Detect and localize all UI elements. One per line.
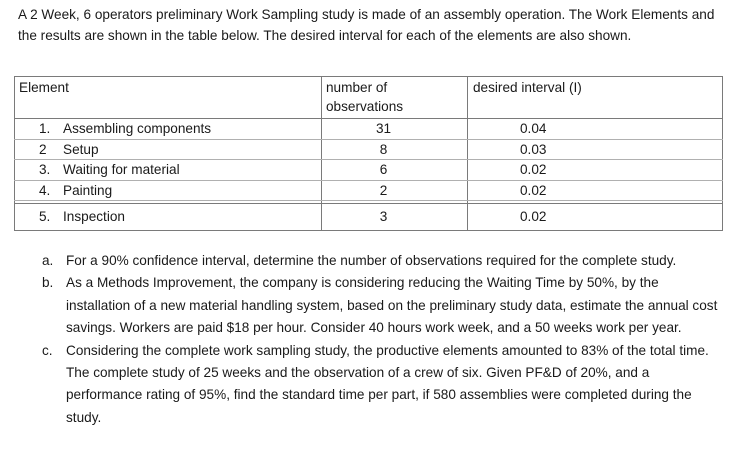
row-number: 4. bbox=[39, 182, 51, 198]
element-name: Waiting for material bbox=[63, 162, 180, 177]
work-elements-table bbox=[14, 76, 723, 231]
header-interval: desired interval (I) bbox=[468, 77, 723, 119]
table-row bbox=[15, 204, 723, 231]
element-name: Painting bbox=[63, 182, 113, 198]
table-row bbox=[15, 139, 723, 160]
table-row bbox=[15, 119, 723, 140]
row-number: 5. bbox=[39, 209, 51, 224]
interval-cell: 0.02 bbox=[468, 180, 723, 201]
question-marker: a. bbox=[42, 253, 54, 268]
observations-cell: 8 bbox=[322, 139, 468, 160]
interval-cell: 0.02 bbox=[468, 204, 723, 231]
header-element: Element bbox=[15, 77, 322, 119]
observations-cell: 6 bbox=[322, 160, 468, 181]
element-name: Assembling components bbox=[63, 121, 212, 136]
interval-cell: 0.02 bbox=[468, 160, 723, 181]
question-text: Considering the complete work sampling study, the productive elements amounted to 83% of the total time. The complete study of 25 weeks and the observation of a crew of six. Given PF&D of 20%, and a performance rating of 95%, find the standard time per part, if 580 assemblies were completed during the study. bbox=[66, 342, 709, 425]
observations-cell: 31 bbox=[322, 119, 468, 140]
row-number: 3. bbox=[39, 162, 51, 177]
interval-cell: 0.03 bbox=[468, 139, 723, 160]
table-row bbox=[15, 180, 723, 201]
table-row bbox=[15, 160, 723, 181]
interval-cell: 0.04 bbox=[468, 119, 723, 140]
observations-cell: 2 bbox=[322, 180, 468, 201]
intro-paragraph: A 2 Week, 6 operators preliminary Work Sampling study is made of an assembly operation. The Work Elements and the results are shown in the table below. The desired interval for each of the elements are also shown. bbox=[18, 7, 715, 43]
question-marker: b. bbox=[42, 275, 54, 291]
element-name: Inspection bbox=[63, 209, 125, 224]
question-item bbox=[42, 250, 726, 272]
element-name: Setup bbox=[63, 141, 99, 157]
row-number: 1. bbox=[39, 121, 51, 136]
question-list bbox=[42, 250, 726, 429]
question-text: For a 90% confidence interval, determine the number of observations required for the complete study. bbox=[66, 253, 677, 268]
header-observations: number of observations bbox=[322, 77, 468, 119]
observations-cell: 3 bbox=[322, 204, 468, 231]
question-item bbox=[42, 340, 726, 430]
question-text: As a Methods Improvement, the company is considering reducing the Waiting Time by 50%, by the installation of a new material handling system, based on the preliminary study data, estimate the annual cost savings. Workers are paid $18 per hour. Consider 40 hours work week, and a 50 weeks work per year. bbox=[66, 275, 718, 336]
question-marker: c. bbox=[42, 342, 53, 358]
question-item bbox=[42, 272, 726, 339]
table-header-row bbox=[15, 77, 723, 119]
row-number: 2 bbox=[39, 141, 47, 157]
